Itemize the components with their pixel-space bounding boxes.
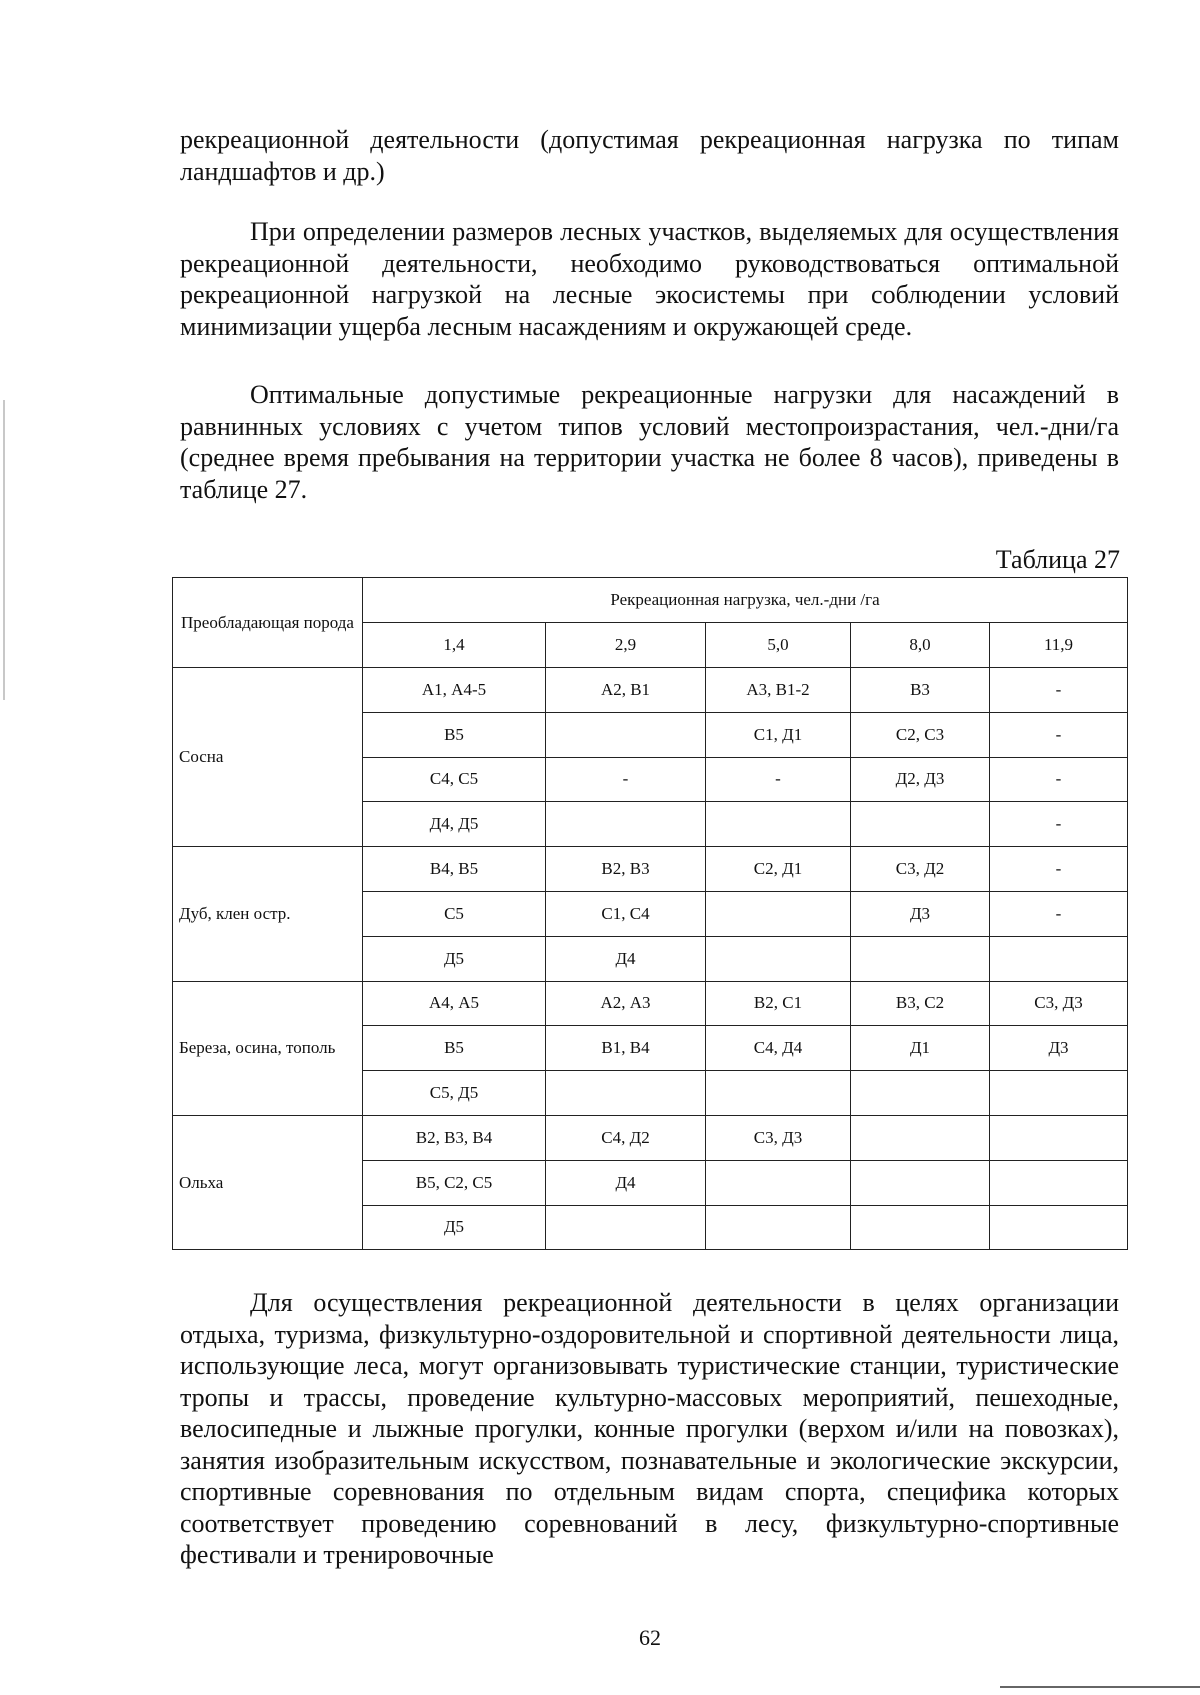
page-number: 62 (639, 1625, 661, 1650)
table-cell: С5, Д5 (363, 1071, 546, 1116)
paragraph-activities: Для осуществления рекреационной деятельности в целях организации отдыха, туризма, физкультурно-оздоровительной и спортивной деятельности лица, использующие леса, могут организовывать туристические станции, туристические тропы и трассы, проведение культурно-массовых мероприятий, пешеходные, велосипедные и лыжные прогулки, конные прогулки (верхом и/или на повозках), занятия изобразительным искусством, познавательные и экологические экскурсии, спортивные соревнования по отдельным видам спорта, специфика которых соответствует проведению соревнований в лесу, физкультурно-спортивные фестивали и тренировочные (180, 1288, 1119, 1569)
load-value-header: 1,4 (363, 623, 546, 668)
table-cell (546, 802, 706, 847)
table-cell: Д4, Д5 (363, 802, 546, 847)
table-cell (990, 1205, 1128, 1250)
table-cell: - (990, 847, 1128, 892)
scan-edge-line (1000, 1686, 1200, 1688)
table-cell: Д5 (363, 936, 546, 981)
table-cell: А2, А3 (546, 981, 706, 1026)
table-row (173, 1115, 1128, 1160)
table-cell: - (990, 891, 1128, 936)
species-column-header: Преобладающая порода (173, 578, 363, 668)
table-cell: - (990, 712, 1128, 757)
table-cell: - (990, 802, 1128, 847)
table-cell: - (990, 668, 1128, 713)
table-cell: С3, Д3 (706, 1115, 851, 1160)
table-cell: С1, Д1 (706, 712, 851, 757)
table-cell: Д3 (990, 1026, 1128, 1071)
table-cell: С5 (363, 891, 546, 936)
table-cell: Д5 (363, 1205, 546, 1250)
table-cell: А4, А5 (363, 981, 546, 1026)
table-cell (546, 1071, 706, 1116)
table-cell (851, 936, 990, 981)
table-cell: В5 (363, 712, 546, 757)
table-cell (706, 802, 851, 847)
table-caption: Таблица 27 (995, 545, 1120, 574)
table-cell: А2, В1 (546, 668, 706, 713)
table-cell: С1, С4 (546, 891, 706, 936)
recreational-load-table (172, 577, 1128, 1250)
load-column-header: Рекреационная нагрузка, чел.-дни /га (363, 578, 1128, 623)
table-cell: - (990, 757, 1128, 802)
paragraph-plot-size: При определении размеров лесных участков, выделяемых для осуществления рекреационной деятельности, необходимо руководствоваться оптимальной рекреационной нагрузкой на лесные экосистемы при соблюдении условий минимизации ущерба лесным насаждениям и окружающей среде. (180, 217, 1119, 341)
table-cell (851, 802, 990, 847)
table-cell: В5 (363, 1026, 546, 1071)
table-cell: С4, Д2 (546, 1115, 706, 1160)
table-cell (706, 1160, 851, 1205)
table-cell: С4, С5 (363, 757, 546, 802)
table-cell (851, 1205, 990, 1250)
table-row (173, 847, 1128, 892)
table-cell: В4, В5 (363, 847, 546, 892)
species-cell: Ольха (173, 1115, 363, 1249)
table-cell: Д2, Д3 (851, 757, 990, 802)
load-value-header: 5,0 (706, 623, 851, 668)
load-value-header: 2,9 (546, 623, 706, 668)
table-cell: Д1 (851, 1026, 990, 1071)
table-row (173, 981, 1128, 1026)
table-cell: В5, С2, С5 (363, 1160, 546, 1205)
load-value-header: 8,0 (851, 623, 990, 668)
table-cell (546, 712, 706, 757)
species-cell: Сосна (173, 668, 363, 847)
table-cell (706, 936, 851, 981)
table-cell (990, 1115, 1128, 1160)
table-row (173, 668, 1128, 713)
table-cell: В1, В4 (546, 1026, 706, 1071)
table-cell: Д3 (851, 891, 990, 936)
table-cell: - (706, 757, 851, 802)
table-cell: - (546, 757, 706, 802)
table-cell (706, 1071, 851, 1116)
table-cell: В2, С1 (706, 981, 851, 1026)
table-cell (706, 1205, 851, 1250)
table-cell (990, 936, 1128, 981)
table-cell (990, 1160, 1128, 1205)
table-cell (851, 1160, 990, 1205)
table-cell: В3, С2 (851, 981, 990, 1026)
table-cell: С4, Д4 (706, 1026, 851, 1071)
table-cell: С3, Д2 (851, 847, 990, 892)
load-value-header: 11,9 (990, 623, 1128, 668)
table-cell: С2, Д1 (706, 847, 851, 892)
table-cell (706, 891, 851, 936)
species-cell: Береза, осина, тополь (173, 981, 363, 1115)
table-cell (851, 1115, 990, 1160)
species-cell: Дуб, клен остр. (173, 847, 363, 981)
table-cell (851, 1071, 990, 1116)
table-cell: А3, В1-2 (706, 668, 851, 713)
table-cell: А1, А4-5 (363, 668, 546, 713)
scan-edge-mark (3, 400, 5, 700)
paragraph-optimal-loads: Оптимальные допустимые рекреационные нагрузки для насаждений в равнинных условиях с учетом типов условий местопроизрастания, чел.-дни/га (среднее время пребывания на территории участка не более 8 часов), приведены в таблице 27. (180, 380, 1119, 504)
table-cell (546, 1205, 706, 1250)
table-cell: Д4 (546, 936, 706, 981)
table-cell: Д4 (546, 1160, 706, 1205)
paragraph-continuation: рекреационной деятельности (допустимая рекреационная нагрузка по типам ландшафтов и др.) (180, 125, 1119, 186)
table-cell: В2, В3 (546, 847, 706, 892)
table-cell: В2, В3, В4 (363, 1115, 546, 1160)
table-cell: В3 (851, 668, 990, 713)
table-cell (990, 1071, 1128, 1116)
table-cell: С2, С3 (851, 712, 990, 757)
table-cell: С3, Д3 (990, 981, 1128, 1026)
